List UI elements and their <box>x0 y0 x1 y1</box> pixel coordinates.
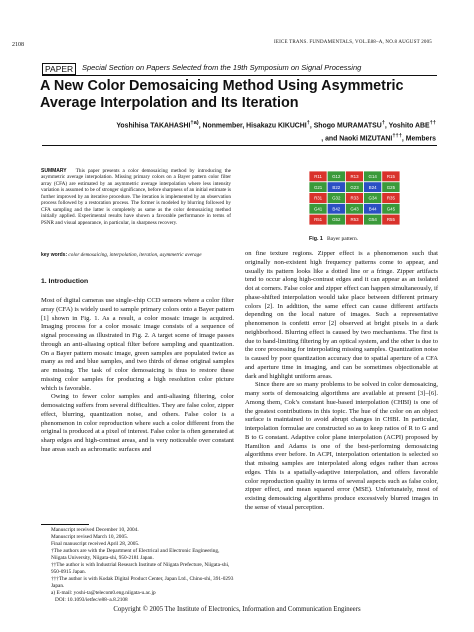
footnote-rule <box>41 524 89 525</box>
footnote: ††The author is with Industrial Research Institute of Niigata Prefecture, Niigata-shi, 950-0915 Japan. <box>51 562 230 576</box>
author-affil: ††† <box>392 133 402 140</box>
author-name: , Shogo MURAMATSU <box>309 122 382 130</box>
author-membership: , Members <box>401 135 436 143</box>
author-affil: †† <box>429 120 436 126</box>
author-list <box>96 118 436 145</box>
bayer-cell <box>327 203 345 214</box>
bayer-cell-label: R31 <box>314 195 323 201</box>
footnote: Manuscript received December 10, 2004. <box>51 527 139 533</box>
bayer-cell-label: G34 <box>368 195 377 201</box>
author-rule <box>42 145 437 146</box>
bayer-cell <box>345 203 363 214</box>
bayer-cell <box>327 171 345 182</box>
author-affil: †a) <box>190 120 199 126</box>
footnote: Manuscript revised March 10, 2005. <box>51 534 129 541</box>
footnote-doi: DOI: 10.1093/ietfec/e88–a.8.2108 <box>55 597 128 604</box>
bayer-cell-label: G54 <box>368 217 377 223</box>
bayer-cell <box>309 203 327 214</box>
bayer-cell-label: B24 <box>368 184 377 190</box>
abstract-text: This paper presents a color demosaicing method by introducing the asymmetric average interpolation. Missing primary colors on a Bayer pattern color filter array (CFA) are estimated by an asymmetric average interpolation where less intensity variation is assumed to be of stronger significance, before sharpness of an initial estimate is further improved by an iterative procedure. The iteration is implemented by an observation process followed by a restoration process. The former is modeled by blurring followed by CFA sampling and the latter is completely as same as the color demosaicing method initially applied. Experimental results have shown a favorable performance in terms of PSNR and visual appearance, in particular, in sharpness recovery. <box>41 168 232 226</box>
bayer-cell-label: R11 <box>314 174 322 179</box>
special-section-note: Special Section on Papers Selected from the 19th Symposium on Signal Processing <box>82 63 362 72</box>
bayer-cell <box>382 193 400 204</box>
bayer-cell <box>309 171 327 182</box>
journal-header: IEICE TRANS. FUNDAMENTALS, VOL.E88–A, NO.8 AUGUST 2005 <box>273 40 432 45</box>
bayer-cell <box>345 193 363 204</box>
bayer-cell-label: G32 <box>332 195 341 201</box>
copyright: Copyright © 2005 The Institute of Electronics, Information and Communication Engineers <box>113 606 361 613</box>
author-name: Yoshihisa TAKAHASHI <box>116 122 191 130</box>
bayer-cell <box>364 203 382 214</box>
bayer-cell-label: G52 <box>332 217 341 223</box>
bayer-cell <box>345 171 363 182</box>
paper-title: A New Color Demosaicing Method Using Asymmetric Average Interpolation and Its Iteration <box>40 78 404 111</box>
body-column-right <box>245 250 438 513</box>
footnotes <box>41 527 236 605</box>
author-affil: † <box>381 120 385 126</box>
bayer-cell <box>364 193 382 204</box>
body-paragraph: on fine texture regions. Zipper effect is a phenomenon such that originally non-existent high frequency patterns come to appear, and usually its pattern looks like a dotted line or a fringe. Zipper artifacts tend to occur along high-contrast edges and it can appear as an isolated dot at corners. False color and zipper effect can happen simultaneously, if phase-shifted interpolation would take place between different primary colors [2]. In addition, the same effect can cause different artifacts depending on the local nature of images. Such a representative phenomenon is confetti error [2] observed at bright pixels in a dark neighborhood. Blurring effect is caused by two mechanisms. The first is due to band-limiting filtering by an optical system, and the other is due to the core processing for interpolating missing samples. Quantization noise is caused by poor quantization accuracy due to spatial aperture of a CFA and aperture time in imaging, and can be sometimes objectionable at dark and highlight uniform areas. <box>245 250 438 380</box>
bayer-cell-label: G14 <box>368 174 377 179</box>
bayer-cell-label: R35 <box>386 195 395 201</box>
bayer-cell <box>364 214 382 225</box>
bayer-cell-label: R51 <box>314 217 323 223</box>
author-name: , Nonmember, Hisakazu KIKUCHI <box>198 122 307 130</box>
bayer-cell-label: R55 <box>386 217 395 223</box>
bayer-cell-label: R13 <box>350 174 359 179</box>
bayer-pattern-figure <box>309 171 400 225</box>
author-name: , and Naoki MIZUTANI <box>321 135 393 143</box>
bayer-cell <box>364 182 382 193</box>
top-rule <box>42 75 437 76</box>
bayer-cell <box>309 182 327 193</box>
bayer-cell-label: G23 <box>350 184 359 190</box>
section-heading: 1. Introduction <box>41 278 89 285</box>
footnote-email: a) E-mail: yoshi-ta@telecom0.eng.niigata-u.ac.jp <box>51 590 156 597</box>
bayer-cell <box>345 214 363 225</box>
bayer-cell <box>382 214 400 225</box>
footnote: Final manuscript received April 28, 2005. <box>51 541 140 548</box>
figure-caption-text: Bayer pattern. <box>326 236 359 242</box>
figure-caption <box>309 236 358 242</box>
bayer-cell <box>382 182 400 193</box>
bayer-cell-label: R15 <box>386 174 395 179</box>
keywords-text: color demosaicing, interpolation, iteration, asymmetric average <box>68 252 202 258</box>
bayer-cell-label: G43 <box>350 206 359 212</box>
bayer-cell-label: B44 <box>368 206 377 212</box>
page-number: 2108 <box>12 42 24 48</box>
bayer-cell-label: B22 <box>332 184 341 190</box>
author-affil: † <box>306 120 310 126</box>
bayer-cell-label: G25 <box>386 184 396 190</box>
author-name: , Yoshito ABE <box>384 122 430 130</box>
bayer-cell <box>327 193 345 204</box>
bayer-cell-label: G12 <box>332 174 341 179</box>
bayer-cell <box>364 171 382 182</box>
bayer-cell <box>382 203 400 214</box>
footnote: †††The author is with Kodak Digital Product Center, Japan Ltd., Chino-shi, 391-0293 Japan. <box>51 576 234 590</box>
keywords <box>41 252 231 258</box>
body-paragraph: Most of digital cameras use single-chip CCD sensors where a color filter array (CFA) is widely used to sample primary colors onto a Bayer pattern [1] shown in Fig. 1. As a result, a color mosaic image is acquired. Imaging process for a color mosaic image consists of a sequence of signal processing as illustrated in Fig. 2. A target scene of image passes through an anti-aliasing optical filter before sampling and quantization. On a Bayer pattern mosaic image, green samples are populated twice as many as red and blue samples, and two thirds of dense original samples are missing. The task of color demosaicing is thus to restore these missing color samples for producing a high resolution color picture which is favorable. <box>41 297 234 392</box>
paper-label: PAPER <box>42 63 76 75</box>
bayer-cell <box>382 171 400 182</box>
bayer-cell-label: G45 <box>386 206 396 212</box>
bayer-cell <box>327 214 345 225</box>
bayer-cell <box>309 193 327 204</box>
bayer-cell <box>345 182 363 193</box>
bayer-cell-label: B42 <box>332 206 341 212</box>
abstract <box>41 168 231 226</box>
figure-label: Fig. 1 <box>309 236 323 242</box>
bayer-cell-label: R53 <box>350 217 359 223</box>
body-paragraph: Owing to fewer color samples and anti-aliasing filtering, color demosaicing suffers from several difficulties. They are false color, zipper effect, blurring, quantization noise, and others. False color is a phenomenon in color reproduction where such a color different from the original is produced at a pixel of interest. False color is often generated at sharp edges and high-contrast areas, and is very noticeable over constant hue areas such as achromatic surfaces and <box>41 393 234 453</box>
keywords-label: key words: <box>41 252 68 258</box>
body-column-left <box>41 297 234 455</box>
abstract-label: SUMMARY <box>41 168 67 174</box>
body-paragraph: Since there are so many problems to be solved in color demosaicing, many sorts of demosaicing algorithms are available at present [3]–[6]. Among them, Cok’s constant hue-based interpolation (CHBI) is one of the greatest contributions in this topic. The hue of the color on an object surface is maintained to avoid abrupt changes in CHBI. In particular, interpolation formulae are constructed so as to keep ratios of R to G and B to G constant. Adaptive color plane interpolation (ACPI) proposed by Hamilton and Adams is one of the best-performing demosaicing algorithms ever before. In ACPI, interpolation orientation is selected so that missing samples are interpolated along edges rather than across edges. This is a spatially-adaptive interpolation, and offers favorable color reproduction quality in terms of several aspects such as false color, zipper effect, and mean squared error (MSE). Unfortunately, most of existing demosaicing algorithms produce excessively blurred images in the sense of visual perception. <box>245 381 438 511</box>
bayer-cell-label: R33 <box>350 195 359 201</box>
bayer-cell-label: G41 <box>313 206 323 212</box>
bayer-cell <box>327 182 345 193</box>
footnote: †The authors are with the Department of Electrical and Electronic Engineering, Niigata University, Niigata-shi, 950-2181 Japan. <box>51 548 220 562</box>
bayer-cell-label: G21 <box>313 184 323 190</box>
bayer-cell <box>309 214 327 225</box>
